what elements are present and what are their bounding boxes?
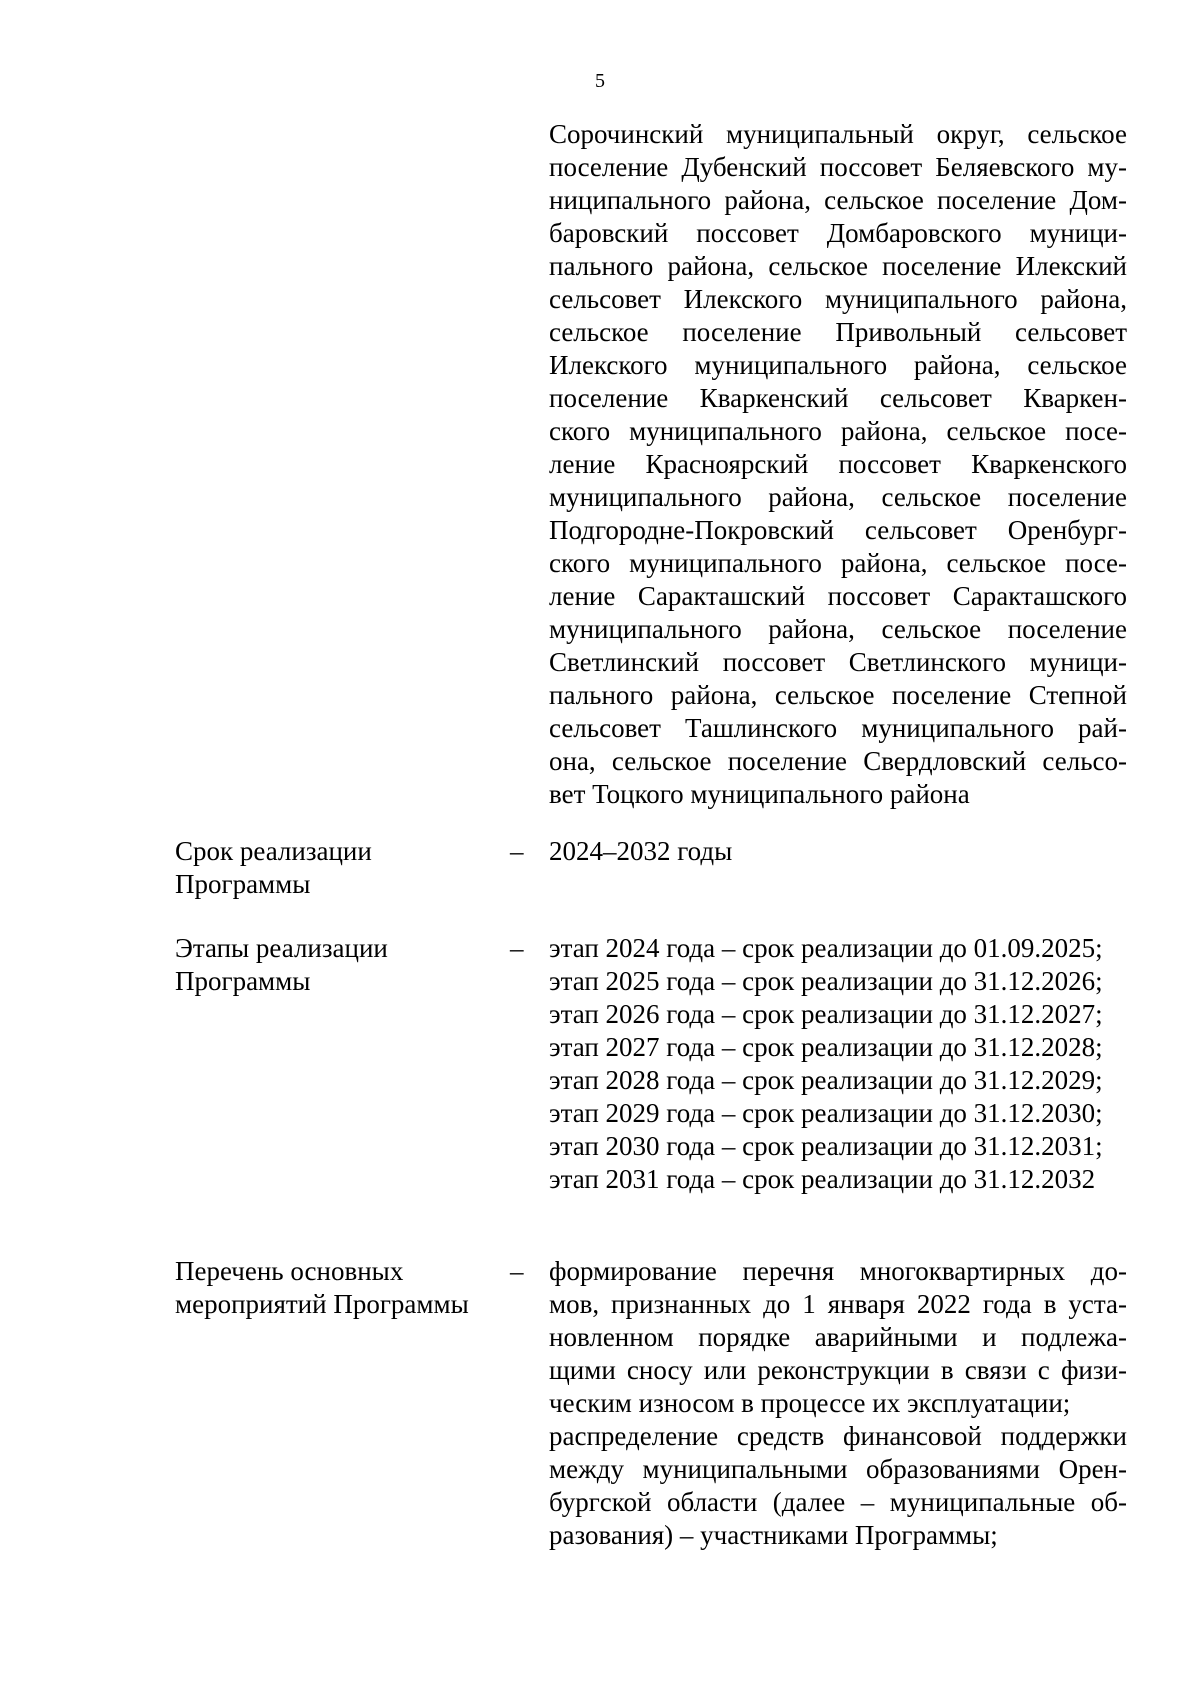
intro-line: она, сельское поселение Свердловский сельсо- xyxy=(549,746,1127,776)
activities-label-line: мероприятий Программы xyxy=(175,1289,469,1319)
intro-line: поселение Дубенский поссовет Беляевского му- xyxy=(549,152,1127,182)
activity-line: бургской области (далее – муниципальные об- xyxy=(549,1487,1127,1517)
stage-line: этап 2029 года – срок реализации до 31.12.2030; xyxy=(549,1098,1103,1128)
intro-line: сельское поселение Привольный сельсовет xyxy=(549,317,1127,347)
intro-line: ление Красноярский поссовет Кваркенского xyxy=(549,449,1127,479)
term-dash: – xyxy=(510,836,524,866)
intro-line: Светлинский поссовет Светлинского муници- xyxy=(549,647,1127,677)
stage-line: этап 2027 года – срок реализации до 31.12.2028; xyxy=(549,1032,1103,1062)
intro-line: ление Саракташский поссовет Саракташского xyxy=(549,581,1127,611)
intro-line: Илекского муниципального района, сельское xyxy=(549,350,1127,380)
term-label-line: Срок реализации xyxy=(175,836,372,866)
intro-line: сельсовет Ташлинского муниципального рай- xyxy=(549,713,1127,743)
stage-line: этап 2031 года – срок реализации до 31.12.2032 xyxy=(549,1164,1096,1194)
page-number: 5 xyxy=(595,70,605,92)
stage-line: этап 2025 года – срок реализации до 31.12.2026; xyxy=(549,966,1103,996)
stages-label-line: Этапы реализации xyxy=(175,933,388,963)
intro-line: муниципального района, сельское поселение xyxy=(549,614,1127,644)
intro-line: пального района, сельское поселение Илекский xyxy=(549,251,1127,281)
intro-line: Сорочинский муниципальный округ, сельское xyxy=(549,119,1127,149)
stage-line: этап 2028 года – срок реализации до 31.12.2029; xyxy=(549,1065,1103,1095)
intro-line: ского муниципального района, сельское посе- xyxy=(549,548,1127,578)
activity-line: щими сносу или реконструкции в связи с физи- xyxy=(549,1355,1127,1385)
intro-line: Подгородне-Покровский сельсовет Оренбург- xyxy=(549,515,1127,545)
activities-dash: – xyxy=(510,1256,524,1286)
stage-line: этап 2026 года – срок реализации до 31.12.2027; xyxy=(549,999,1103,1029)
activity-line: новленном порядке аварийными и подлежа- xyxy=(549,1322,1127,1352)
intro-line: вет Тоцкого муниципального района xyxy=(549,779,970,809)
activity-line: ческим износом в процессе их эксплуатации; xyxy=(549,1388,1071,1418)
intro-line: ниципального района, сельское поселение Дом- xyxy=(549,185,1127,215)
activity-line: распределение средств финансовой поддержки xyxy=(549,1421,1127,1451)
stage-line: этап 2024 года – срок реализации до 01.09.2025; xyxy=(549,933,1103,963)
stage-line: этап 2030 года – срок реализации до 31.12.2031; xyxy=(549,1131,1103,1161)
intro-line: ского муниципального района, сельское посе- xyxy=(549,416,1127,446)
intro-line: сельсовет Илекского муниципального района, xyxy=(549,284,1127,314)
stages-dash: – xyxy=(510,933,524,963)
intro-line: муниципального района, сельское поселение xyxy=(549,482,1127,512)
intro-line: пального района, сельское поселение Степной xyxy=(549,680,1127,710)
activity-line: формирование перечня многоквартирных до- xyxy=(549,1256,1127,1286)
activities-label-line: Перечень основных xyxy=(175,1256,404,1286)
activity-line: между муниципальными образованиями Орен- xyxy=(549,1454,1127,1484)
stages-label-line: Программы xyxy=(175,966,311,996)
term-value: 2024–2032 годы xyxy=(549,836,733,866)
activity-line: мов, признанных до 1 января 2022 года в уста- xyxy=(549,1289,1127,1319)
intro-line: баровский поссовет Домбаровского муници- xyxy=(549,218,1127,248)
term-label-line: Программы xyxy=(175,869,311,899)
activity-line: разования) – участниками Программы; xyxy=(549,1520,998,1550)
intro-line: поселение Кваркенский сельсовет Кваркен- xyxy=(549,383,1127,413)
